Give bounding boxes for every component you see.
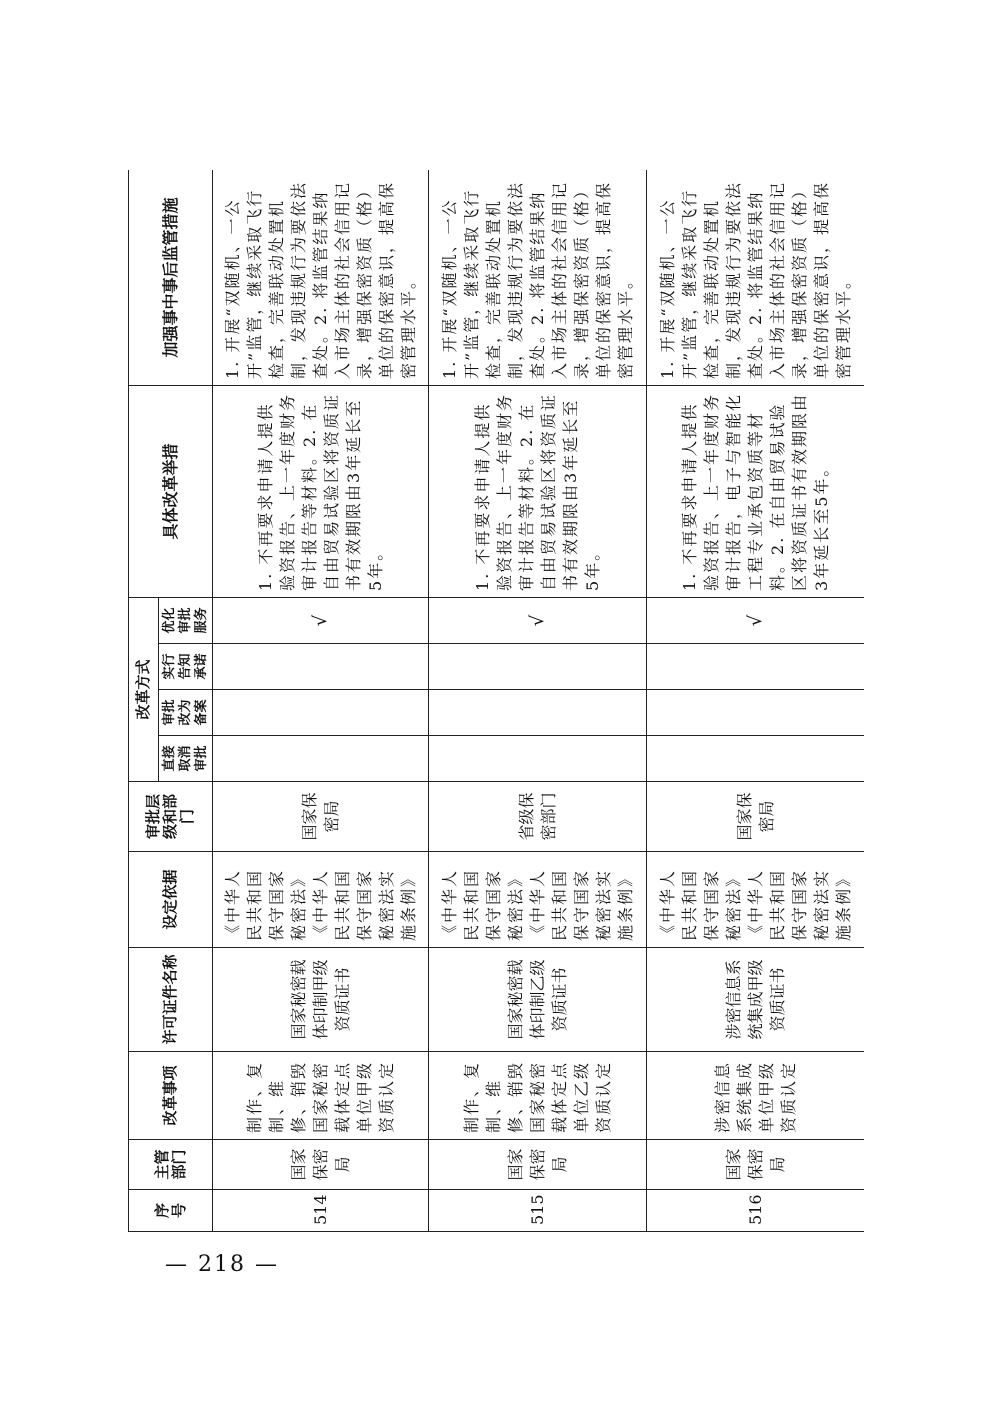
- cell-mode-record: [429, 690, 647, 736]
- rotated-table-area: [128, 170, 864, 1232]
- cell-mode-notify: [429, 644, 647, 690]
- cell-basis: 《中华人民共和国保守国家秘密法》《中华人民共和国保守国家秘密法实施条例》: [429, 852, 647, 948]
- header-measures: 具体改革举措: [129, 385, 213, 597]
- cell-measures: 1. 不再要求申请人提供验资报告、上一年度财务审计报告等材料。2. 在自由贸易试验区将资质证书有效期限由3年延长至5年。: [429, 385, 647, 597]
- header-basis: 设定依据: [129, 852, 213, 948]
- cell-dept: 国家保密局: [213, 1140, 429, 1190]
- header-mode-notify: 实行告知承诺: [159, 644, 213, 690]
- cell-supervision: 1. 开展“双随机、一公开”监管，继续采取飞行检查，完善联动处置机制，发现违规行为要依法查处。2. 将监管结果纳入市场主体的社会信用记录，增强保密资质（格）单位的保密意识，提高保密管理水平。: [647, 170, 865, 385]
- header-seq: 序号: [129, 1190, 213, 1232]
- cell-mode-optimize: √: [647, 597, 865, 643]
- cell-dept: 国家保密局: [647, 1140, 865, 1190]
- cell-item: 制作、复制、维修、销毁国家秘密载体定点单位乙级资质认定: [429, 1052, 647, 1140]
- cell-item: 制作、复制、维修、销毁国家秘密载体定点单位甲级资质认定: [213, 1052, 429, 1140]
- cell-level: 国家保密局: [213, 782, 429, 852]
- header-dept: 主管部门: [129, 1140, 213, 1190]
- cell-mode-optimize: √: [213, 597, 429, 643]
- cell-license: 国家秘密载体印制乙级资质证书: [429, 948, 647, 1052]
- table-row: [647, 170, 865, 1232]
- cell-basis: 《中华人民共和国保守国家秘密法》《中华人民共和国保守国家秘密法实施条例》: [213, 852, 429, 948]
- cell-license: 涉密信息系统集成甲级资质证书: [647, 948, 865, 1052]
- header-mode-cancel: 直接取消审批: [159, 736, 213, 782]
- header-row-1: [129, 170, 159, 1232]
- cell-seq: 515: [429, 1190, 647, 1232]
- cell-mode-notify: [647, 644, 865, 690]
- page-number: — 218 —: [165, 1252, 279, 1277]
- cell-mode-optimize: √: [429, 597, 647, 643]
- header-license: 许可证件名称: [129, 948, 213, 1052]
- cell-mode-record: [647, 690, 865, 736]
- cell-item: 涉密信息系统集成单位甲级资质认定: [647, 1052, 865, 1140]
- cell-license: 国家秘密载体印制甲级资质证书: [213, 948, 429, 1052]
- header-mode-record: 审批改为备案: [159, 690, 213, 736]
- cell-seq: 514: [213, 1190, 429, 1232]
- header-item: 改革事项: [129, 1052, 213, 1140]
- cell-mode-notify: [213, 644, 429, 690]
- header-supervision: 加强事中事后监管措施: [129, 170, 213, 385]
- cell-mode-cancel: [647, 736, 865, 782]
- header-level: 审批层级和部门: [129, 782, 213, 852]
- table-row: [429, 170, 647, 1232]
- table-rotator: [128, 170, 864, 1232]
- cell-mode-cancel: [213, 736, 429, 782]
- header-mode-optimize: 优化审批服务: [159, 597, 213, 643]
- header-reform-mode: 改革方式: [129, 597, 159, 781]
- cell-mode-cancel: [429, 736, 647, 782]
- cell-level: 省级保密部门: [429, 782, 647, 852]
- cell-basis: 《中华人民共和国保守国家秘密法》《中华人民共和国保守国家秘密法实施条例》: [647, 852, 865, 948]
- cell-mode-record: [213, 690, 429, 736]
- cell-level: 国家保密局: [647, 782, 865, 852]
- cell-measures: 1. 不再要求申请人提供验资报告、上一年度财务审计报告等材料。2. 在自由贸易试验区将资质证书有效期限由3年延长至5年。: [213, 385, 429, 597]
- reform-table: [128, 170, 864, 1232]
- cell-measures: 1. 不再要求申请人提供验资报告、上一年度财务审计报告，电子与智能化工程专业承包资质等材料。2. 在自由贸易试验区将资质证书有效期限由3年延长至5年。: [647, 385, 865, 597]
- cell-dept: 国家保密局: [429, 1140, 647, 1190]
- table-row: [213, 170, 429, 1232]
- cell-seq: 516: [647, 1190, 865, 1232]
- cell-supervision: 1. 开展“双随机、一公开”监管，继续采取飞行检查，完善联动处置机制，发现违规行为要依法查处。2. 将监管结果纳入市场主体的社会信用记录，增强保密资质（格）单位的保密意识，提高保密管理水平。: [213, 170, 429, 385]
- cell-supervision: 1. 开展“双随机、一公开”监管，继续采取飞行检查，完善联动处置机制，发现违规行为要依法查处。2. 将监管结果纳入市场主体的社会信用记录，增强保密资质（格）单位的保密意识，提高保密管理水平。: [429, 170, 647, 385]
